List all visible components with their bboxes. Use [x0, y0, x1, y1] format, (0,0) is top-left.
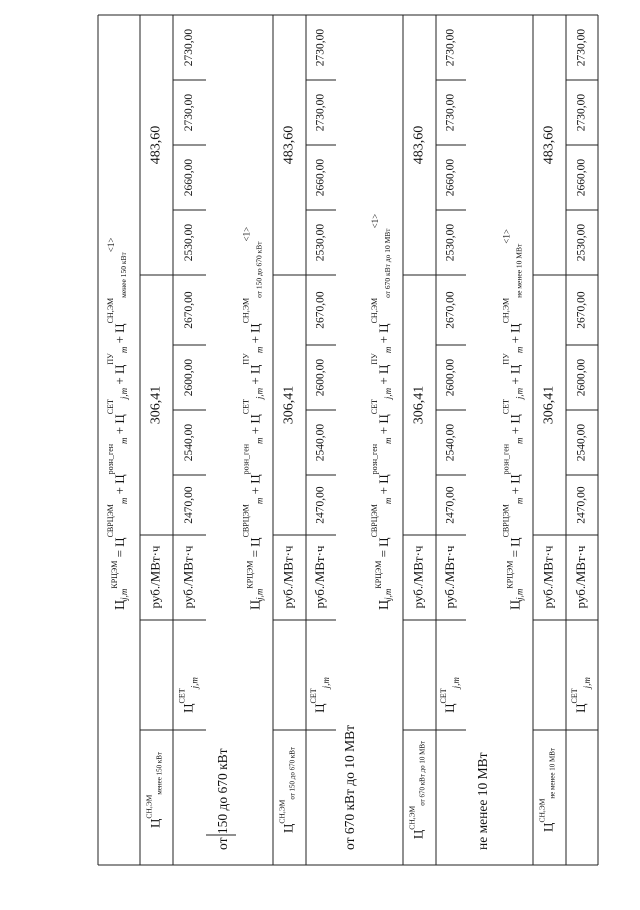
plus-sign: + Ц: [507, 414, 523, 438]
plus-sign: + Ц: [111, 323, 127, 347]
set-price-cell: 2530,00: [314, 223, 327, 262]
equals-sign: = Ц: [375, 537, 391, 561]
term5-sup: СН,ЭМ: [369, 297, 379, 324]
term2-sup: розн_ген: [369, 443, 379, 475]
set-price-cell: 2600,00: [444, 358, 457, 397]
set-price-cell: 2730,00: [575, 93, 588, 132]
set-price-cell: 2470,00: [575, 486, 588, 524]
label-sup: СН,ЭМ: [144, 794, 154, 819]
price-sup: КРЦЭМ: [373, 560, 383, 589]
label-symbol: Ц: [441, 703, 457, 713]
label-sub: j,m: [189, 677, 200, 689]
power-price-left: 306,41: [541, 385, 557, 425]
unit-label: руб./МВт·ч: [441, 545, 457, 609]
section-title: от 670 кВт до 10 МВт: [342, 724, 358, 850]
plus-sign: + Ц: [507, 474, 523, 498]
set-price-cell: 2540,00: [314, 423, 327, 462]
plus-sign: + Ц: [375, 414, 391, 438]
power-row-label: [277, 747, 296, 833]
power-price-right: 483,60: [148, 125, 164, 165]
set-price-cell: 2540,00: [183, 423, 196, 462]
label-sup: СН,ЭМ: [537, 798, 547, 823]
price-sup: КРЦЭМ: [245, 560, 255, 589]
power-price-left: 306,41: [148, 385, 164, 425]
set-price-cell: 2730,00: [444, 28, 457, 67]
term4-sub: m: [254, 346, 265, 354]
set-price-cell: 2660,00: [183, 158, 196, 197]
term5-sub: от 670 кВт до 10 МВт: [382, 228, 392, 298]
term1-sup: СВРЦЭМ: [105, 504, 115, 538]
term2-sub: m: [119, 437, 130, 444]
label-symbol: Ц: [540, 822, 556, 832]
label-symbol: Ц: [180, 703, 196, 713]
term3-sup: СЕТ: [241, 399, 251, 415]
price-sub: j,m: [383, 588, 394, 600]
term5-sup: СН,ЭМ: [241, 297, 251, 324]
set-price-cell: 2670,00: [183, 291, 196, 329]
power-price-left: 306,41: [281, 385, 297, 425]
set-price-cell: 2660,00: [314, 158, 327, 197]
price-sup: КРЦЭМ: [505, 560, 515, 589]
plus-sign: + Ц: [111, 364, 127, 388]
label-sup: СЕТ: [438, 688, 448, 704]
label-sub: от 670 кВт до 10 МВт: [418, 740, 427, 806]
label-sub: не менее 10 МВт: [548, 748, 557, 799]
equals-sign: = Ц: [247, 537, 263, 561]
set-price-cell: 2600,00: [575, 358, 588, 397]
term4-sub: m: [383, 346, 394, 354]
plus-sign: + Ц: [507, 364, 523, 388]
label-symbol: Ц: [410, 829, 426, 840]
label-symbol: Ц: [280, 823, 296, 833]
plus-sign: + Ц: [507, 323, 523, 347]
term1-sub: m: [254, 497, 265, 505]
price-symbol: Ц: [377, 599, 393, 610]
term2-sub: m: [254, 437, 265, 444]
term5-sub: менее 150 кВт: [118, 252, 128, 298]
set-price-cell: 2730,00: [314, 28, 327, 67]
term2-sup: розн_ген: [105, 443, 115, 475]
power-price-right: 483,60: [411, 125, 427, 165]
unit-label: руб./МВт·ч: [180, 545, 196, 609]
price-sub: j,m: [254, 588, 265, 600]
unit-label: руб./МВт·ч: [540, 545, 556, 609]
term1-sup: СВРЦЭМ: [369, 504, 379, 538]
power-row-label: [407, 741, 426, 839]
term1-sup: СВРЦЭМ: [241, 504, 251, 538]
term5-sub: от 150 до 670 кВт: [254, 241, 264, 298]
unit-label: руб./МВт·ч: [572, 545, 588, 609]
unit-label: руб./МВт·ч: [311, 545, 327, 609]
set-price-cell: 2660,00: [444, 158, 457, 197]
set-price-cell: 2730,00: [183, 28, 196, 67]
set-row-label: [309, 677, 331, 713]
section-title: от 150 до 670 кВт: [215, 748, 231, 850]
term4-sup: ПУ: [501, 353, 511, 365]
plus-sign: + Ц: [111, 414, 127, 438]
term3-sub: j,m: [514, 387, 525, 400]
set-price-cell: 2660,00: [575, 158, 588, 197]
plus-sign: + Ц: [111, 474, 127, 498]
equals-sign: = Ц: [507, 537, 523, 561]
price-symbol: Ц: [113, 599, 129, 610]
label-symbol: Ц: [147, 818, 163, 828]
price-symbol: Ц: [248, 599, 264, 610]
plus-sign: + Ц: [375, 364, 391, 388]
term2-sup: розн_ген: [501, 443, 511, 475]
plus-sign: + Ц: [247, 474, 263, 498]
footnote-mark: <1>: [370, 213, 381, 229]
set-price-cell: 2730,00: [444, 93, 457, 132]
plus-sign: + Ц: [247, 364, 263, 388]
footnote-mark: <1>: [241, 226, 252, 242]
label-sub: j,m: [321, 677, 332, 689]
unit-label: руб./МВт·ч: [147, 545, 163, 609]
set-price-cell: 2540,00: [575, 423, 588, 462]
plus-sign: + Ц: [247, 323, 263, 347]
label-sup: СН,ЭМ: [277, 799, 287, 824]
term3-sup: СЕТ: [369, 399, 379, 415]
plus-sign: + Ц: [375, 323, 391, 347]
term5-sup: СН,ЭМ: [105, 297, 115, 324]
label-symbol: Ц: [572, 703, 588, 713]
set-price-cell: 2530,00: [575, 223, 588, 262]
term3-sub: j,m: [119, 387, 130, 400]
set-price-cell: 2730,00: [183, 93, 196, 132]
set-price-cell: 2730,00: [575, 28, 588, 67]
label-sub: от 150 до 670 кВт: [288, 747, 297, 800]
term3-sub: j,m: [383, 387, 394, 400]
term2-sup: розн_ген: [241, 443, 251, 475]
term3-sup: СЕТ: [501, 399, 511, 415]
power-row-label: [537, 748, 556, 832]
set-price-cell: 2530,00: [444, 223, 457, 262]
set-row-label: [439, 677, 461, 713]
price-sub: j,m: [514, 588, 525, 600]
set-price-cell: 2730,00: [314, 93, 327, 132]
term5-sup: СН,ЭМ: [501, 297, 511, 324]
term1-sub: m: [514, 497, 525, 505]
term4-sub: m: [514, 346, 525, 354]
footnote-mark: <1>: [106, 237, 117, 253]
set-price-cell: 2670,00: [444, 291, 457, 329]
footnote-mark: <1>: [501, 229, 512, 244]
price-formula: [241, 227, 264, 610]
set-price-cell: 2530,00: [183, 223, 196, 262]
price-formula: [501, 229, 524, 610]
plus-sign: + Ц: [375, 474, 391, 498]
label-sub: j,m: [582, 677, 593, 689]
term4-sub: m: [119, 346, 130, 354]
label-symbol: Ц: [311, 703, 327, 713]
label-sup: СН,ЭМ: [407, 805, 417, 830]
set-price-cell: 2600,00: [183, 358, 196, 397]
price-formula: [106, 238, 129, 610]
price-symbol: Ц: [508, 599, 524, 610]
set-row-label: [570, 677, 592, 713]
label-sup: СЕТ: [569, 688, 579, 704]
unit-label: руб./МВт·ч: [410, 545, 426, 609]
plus-sign: + Ц: [247, 414, 263, 438]
section-title: не менее 10 МВт: [475, 752, 491, 850]
label-sub: менее 150 кВт: [155, 752, 164, 795]
price-formula: [370, 214, 393, 610]
term5-sub: не менее 10 МВт: [514, 243, 524, 298]
term3-sub: j,m: [254, 387, 265, 400]
unit-label: руб./МВт·ч: [280, 545, 296, 609]
price-sub: j,m: [119, 588, 130, 600]
power-price-right: 483,60: [281, 125, 297, 165]
term3-sup: СЕТ: [105, 399, 115, 415]
set-price-cell: 2470,00: [314, 486, 327, 524]
term4-sup: ПУ: [369, 353, 379, 365]
term1-sup: СВРЦЭМ: [501, 504, 511, 538]
term2-sub: m: [383, 437, 394, 444]
term4-sup: ПУ: [241, 353, 251, 365]
term4-sup: ПУ: [105, 353, 115, 365]
price-sup: КРЦЭМ: [109, 560, 119, 589]
power-price-right: 483,60: [541, 125, 557, 165]
equals-sign: = Ц: [111, 537, 127, 561]
label-sup: СЕТ: [177, 688, 187, 704]
set-price-cell: 2540,00: [444, 423, 457, 462]
set-row-label: [177, 677, 199, 713]
term1-sub: m: [383, 497, 394, 505]
set-price-cell: 2670,00: [575, 291, 588, 329]
set-price-cell: 2470,00: [444, 486, 457, 524]
term1-sub: m: [119, 497, 130, 505]
set-price-cell: 2470,00: [183, 486, 196, 524]
power-price-left: 306,41: [411, 385, 427, 425]
set-price-cell: 2600,00: [314, 358, 327, 397]
set-price-cell: 2670,00: [314, 291, 327, 329]
term2-sub: m: [514, 437, 525, 444]
label-sub: j,m: [451, 677, 462, 689]
label-sup: СЕТ: [308, 688, 318, 704]
power-row-label: [144, 752, 163, 828]
